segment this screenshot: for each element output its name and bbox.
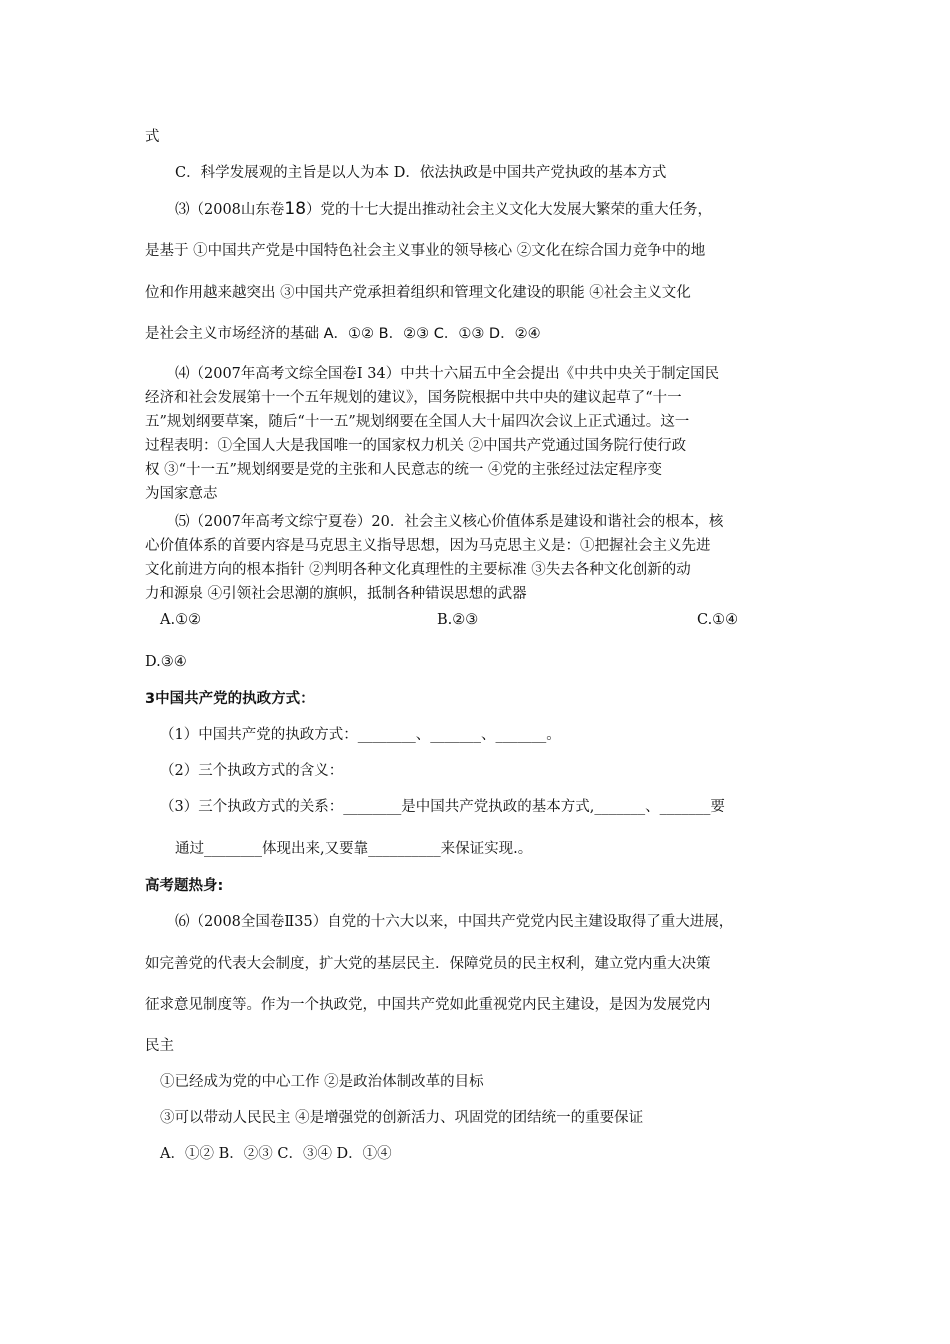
answer-options: A．①② B．②③ C．①③ D．②④ <box>323 326 541 342</box>
text-line: 文化前进方向的根本指针 ②判明各种文化真理性的主要标准 ③失去各种文化创新的动 <box>145 562 691 578</box>
text-line: 力和源泉 ④引领社会思潮的旗帜，抵制各种错误思想的武器 <box>145 586 527 602</box>
text-line: 位和作用越来越突出 ③中国共产党承担着组织和管理文化建设的职能 ④社会主义文化 <box>145 285 691 301</box>
choice-line: ③可以带动人民民主 ④是增强党的创新活力、巩固党的团结统一的重要保证 <box>160 1110 644 1126</box>
text-line <box>145 324 541 344</box>
fill-blank-3-cont: 通过________体现出来,又要靠__________来保证实现.。 <box>175 841 533 857</box>
option-d: D.③④ <box>145 654 187 670</box>
fill-blank-1: （1）中国共产党的执政方式：________、_______、_______。 <box>160 727 561 743</box>
question-6: ⑹（2008全国卷Ⅱ35）自党的十六大以来，中国共产党党内民主建设取得了重大进展， <box>175 914 734 930</box>
text-line: 五”规划纲要草案，随后“十一五”规划纲要在全国人大十届四次会议上正式通过。这一 <box>145 414 690 430</box>
text-line: 权 ③“十一五”规划纲要是党的主张和人民意志的统一 ④党的主张经过法定程序变 <box>145 462 663 478</box>
fill-blank-3: （3）三个执政方式的关系：________是中国共产党执政的基本方式,_______、_______要 <box>160 799 725 815</box>
option-c: C.①④ <box>697 612 739 628</box>
text-line: 是基于 ①中国共产党是中国特色社会主义事业的领导核心 ②文化在综合国力竞争中的地 <box>145 243 706 259</box>
text-line: 为国家意志 <box>145 486 218 502</box>
text-fragment: 是社会主义市场经济的基础 <box>145 326 319 342</box>
question-number: 18 <box>284 199 307 219</box>
fill-blank-2: （2）三个执政方式的含义： <box>160 763 344 779</box>
text-line: 征求意见制度等。作为一个执政党，中国共产党如此重视党内民主建设，是因为发展党内 <box>145 997 711 1013</box>
text-line: 经济和社会发展第十一个五年规划的建议》，国务院根据中共中央的建议起草了“十一 <box>145 390 682 406</box>
question-3 <box>175 199 712 220</box>
option-b: B.②③ <box>437 612 479 628</box>
question-4: ⑷（2007年高考文综全国卷Ⅰ 34）中共十六届五中全会提出《中共中央关于制定国民 <box>175 366 720 382</box>
section-heading: 高考题热身: <box>145 878 224 894</box>
text-line: C．科学发展观的主旨是以人为本 D．依法执政是中国共产党执政的基本方式 <box>175 165 667 181</box>
text-line: 如完善党的代表大会制度，扩大党的基层民主．保障党员的民主权利，建立党内重大决策 <box>145 956 711 972</box>
option-a: A.①② <box>160 612 202 628</box>
choice-line: ①已经成为党的中心工作 ②是政治体制改革的目标 <box>160 1074 484 1090</box>
text-line: 式 <box>145 129 160 145</box>
text-line: 过程表明：①全国人大是我国唯一的国家权力机关 ②中国共产党通过国务院行使行政 <box>145 438 687 454</box>
section-heading: 3中国共产党的执政方式： <box>145 691 315 707</box>
question-5: ⑸（2007年高考文综宁夏卷）20．社会主义核心价值体系是建设和谐社会的根本，核 <box>175 514 724 530</box>
question-text: ）党的十七大提出推动社会主义文化大发展大繁荣的重大任务， <box>306 202 713 218</box>
answer-options: A．①② B．②③ C．③④ D．①④ <box>160 1146 392 1162</box>
question-source: ⑶（2008山东卷 <box>175 202 285 218</box>
text-line: 心价值体系的首要内容是马克思主义指导思想，因为马克思主义是：①把握社会主义先进 <box>145 538 711 554</box>
text-line: 民主 <box>145 1038 174 1054</box>
